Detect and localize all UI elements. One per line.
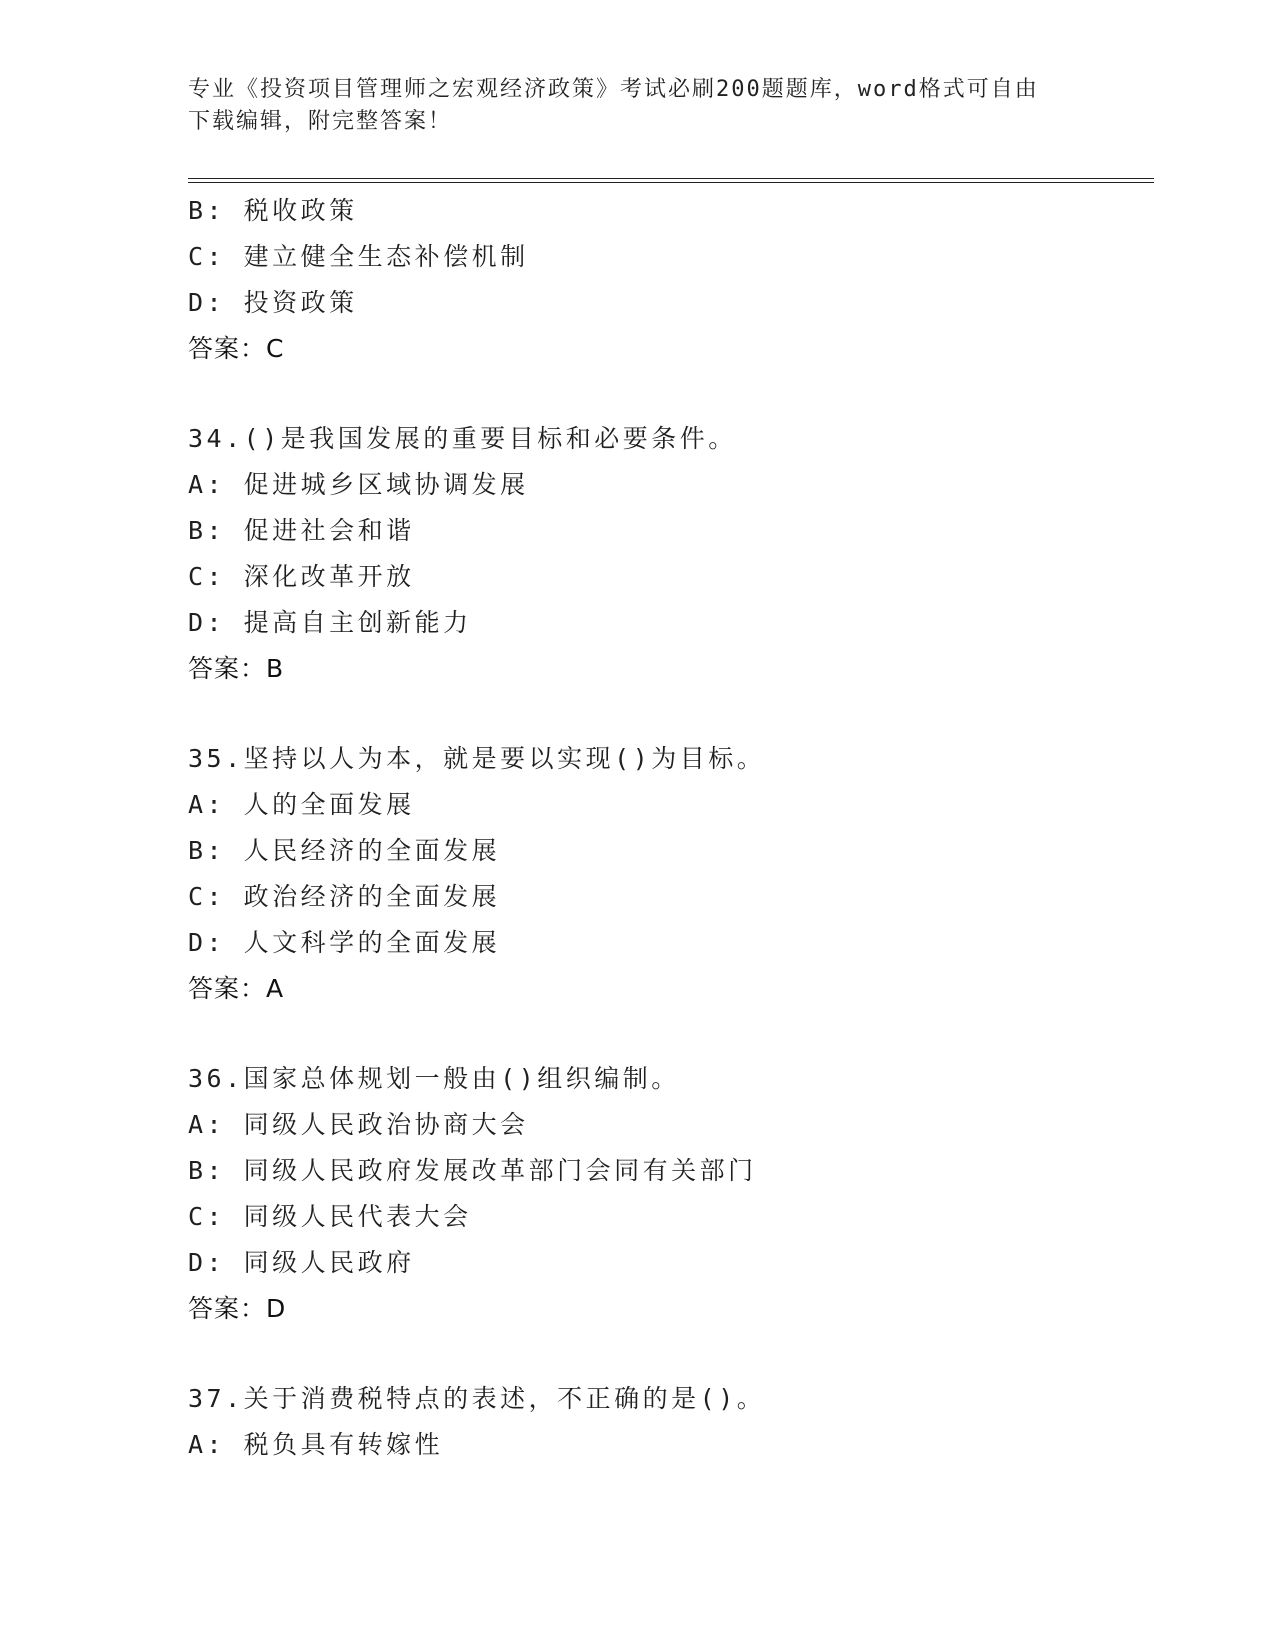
spacer: [188, 692, 1148, 736]
question-stem: 35.坚持以人为本，就是要以实现()为目标。: [188, 744, 766, 773]
option-b: B: 促进社会和谐: [188, 516, 415, 545]
option-b: B: 税收政策: [188, 196, 358, 225]
option-a: A: 税负具有转嫁性: [188, 1430, 444, 1459]
question-block-35: [188, 736, 1148, 1012]
answer-line: 答案：A: [188, 974, 285, 1003]
option-d: D: 投资政策: [188, 288, 358, 317]
option-a: A: 促进城乡区域协调发展: [188, 470, 529, 499]
option-a: A: 同级人民政治协商大会: [188, 1110, 529, 1139]
question-block-37: [188, 1376, 1148, 1468]
document-header: [188, 74, 1078, 138]
header-line-1: 专业《投资项目管理师之宏观经济政策》考试必刷200题题库，word格式可自由: [188, 77, 1039, 102]
option-d: D: 提高自主创新能力: [188, 608, 472, 637]
question-stem: 37.关于消费税特点的表述，不正确的是()。: [188, 1384, 766, 1413]
answer-line: 答案：D: [188, 1294, 287, 1323]
option-c: C: 建立健全生态补偿机制: [188, 242, 529, 271]
answer-line: 答案：C: [188, 334, 285, 363]
question-block-36: [188, 1056, 1148, 1332]
option-a: A: 人的全面发展: [188, 790, 415, 819]
option-b: B: 人民经济的全面发展: [188, 836, 501, 865]
option-c: C: 同级人民代表大会: [188, 1202, 472, 1231]
spacer: [188, 1012, 1148, 1056]
option-d: D: 同级人民政府: [188, 1248, 415, 1277]
question-stem: 34.()是我国发展的重要目标和必要条件。: [188, 424, 737, 453]
spacer: [188, 1332, 1148, 1376]
question-stem: 36.国家总体规划一般由()组织编制。: [188, 1064, 680, 1093]
question-list: [188, 188, 1148, 1468]
header-rule-top: [188, 178, 1154, 179]
option-c: C: 政治经济的全面发展: [188, 882, 501, 911]
question-block-33: [188, 188, 1148, 372]
option-d: D: 人文科学的全面发展: [188, 928, 501, 957]
header-line-2: 下载编辑，附完整答案！: [188, 109, 453, 134]
option-c: C: 深化改革开放: [188, 562, 415, 591]
answer-line: 答案：B: [188, 654, 285, 683]
spacer: [188, 372, 1148, 416]
question-block-34: [188, 416, 1148, 692]
header-rule-bottom: [188, 182, 1154, 183]
option-b: B: 同级人民政府发展改革部门会同有关部门: [188, 1156, 757, 1185]
